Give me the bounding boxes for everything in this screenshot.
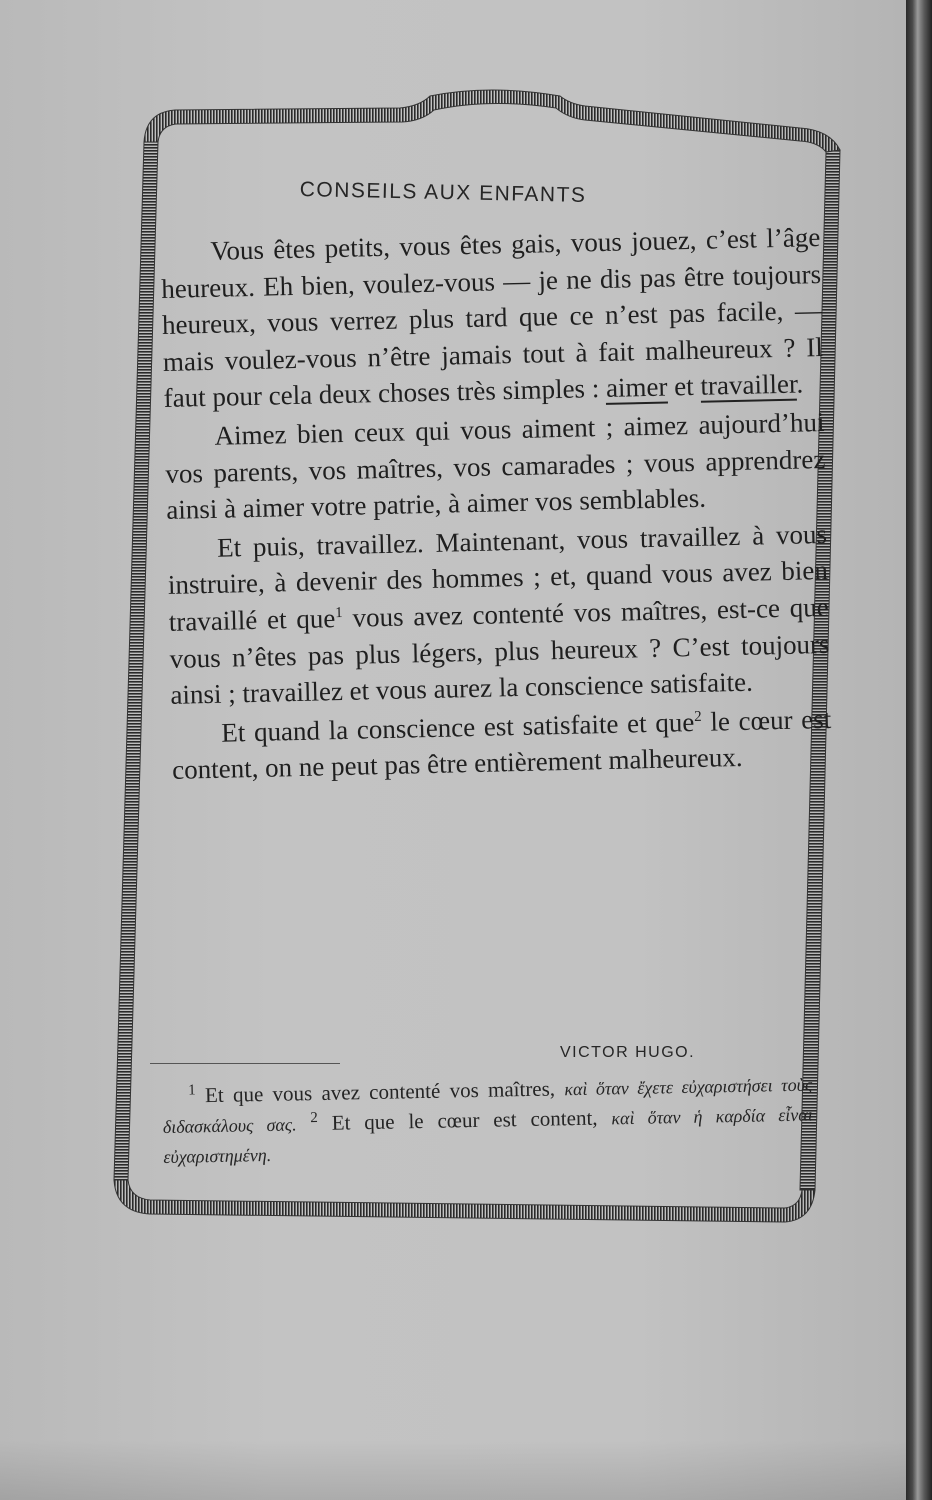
footnote-block bbox=[162, 1070, 814, 1172]
page-title: CONSEILS AUX ENFANTS bbox=[299, 178, 587, 208]
footnote-divider bbox=[150, 1063, 340, 1064]
paragraph-2: Aimez bien ceux qui vous aiment ; aimez aujourd’hui vos parents, vos maîtres, vos camarades ; vous apprendrez ainsi à aimer votre patrie, à aimer vos semblables. bbox=[165, 406, 826, 526]
underlined-word-travailler: travailler bbox=[700, 368, 797, 402]
paragraph-1-joiner: et bbox=[667, 371, 701, 402]
poem-text bbox=[160, 219, 832, 789]
footnotes bbox=[162, 1070, 814, 1172]
footnote-ref-2: 2 bbox=[693, 708, 702, 725]
footnote-1-mark: 1 bbox=[188, 1082, 196, 1099]
paragraph-3-text-b: vous avez contenté vos maîtres, est-ce que vous n’êtes pas plus légers, plus heureux ? C’est toujours ainsi ; travaillez et vous aurez la conscience satisfaite. bbox=[169, 591, 830, 711]
paragraph-1-text: Vous êtes petits, vous êtes gais, vous jouez, c’est l’âge heureux. Eh bien, voulez-vous — je ne dis pas être toujours heureux, vous verrez plus tard que ce n’est pas facile, — mais voulez-vous n’être jamais tout à fait malheureux ? Il faut pour cela deux choses très simples : bbox=[160, 222, 824, 414]
footnote-1-french: Et que vous avez contenté vos maîtres, bbox=[204, 1076, 556, 1108]
paragraph-1 bbox=[160, 219, 824, 417]
paragraph-4 bbox=[171, 701, 832, 789]
footnote-2-french: Et que le cœur est content, bbox=[331, 1105, 598, 1135]
footnote-2-greek: καὶ ὅταν ἡ καρδία εἶναι εὐχαριστημένη. bbox=[163, 1104, 813, 1167]
author-signature: VICTOR HUGO. bbox=[560, 1044, 696, 1061]
footnote-2-mark: 2 bbox=[310, 1110, 318, 1127]
paragraph-4-text-b: le cœur est content, on ne peut pas être entièrement malheureux. bbox=[171, 703, 832, 786]
footnote-1-greek: καὶ ὅταν ἔχετε εὐχαριστήσει τοὺς διδασκάλους σας. bbox=[162, 1074, 813, 1137]
footnote-ref-1: 1 bbox=[334, 604, 343, 622]
paragraph-3-text-a: Et puis, travaillez. Maintenant, vous travaillez à vous instruire, à devenir des hommes ; et, quand vous avez bien travaillé et que bbox=[167, 518, 829, 637]
paragraph-3 bbox=[167, 516, 831, 714]
paragraph-1-end: . bbox=[796, 368, 804, 399]
paragraph-4-text-a: Et quand la conscience est satisfaite et que bbox=[220, 706, 695, 748]
underlined-word-aimer: aimer bbox=[605, 371, 668, 404]
